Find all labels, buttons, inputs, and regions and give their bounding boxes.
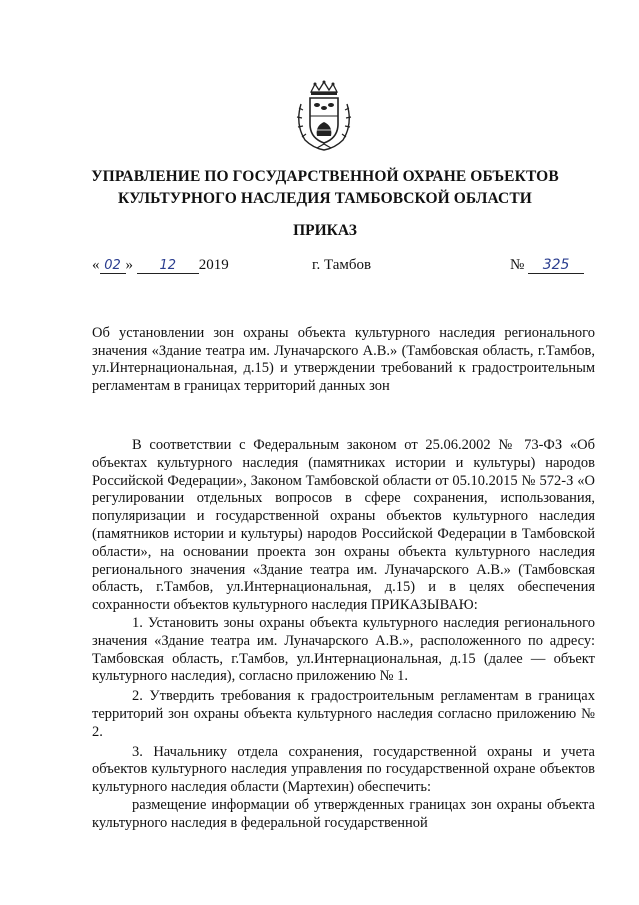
issue-city: г. Тамбов (312, 257, 372, 273)
preamble-paragraph: В соответствии с Федеральным законом от 25.06.2002 № 73-ФЗ «Об объектах культурного наследия (памятниках истории и культуры) народов Российской Федерации», Законом Тамбовской области от 05.10.2015 № 572-З «О регулировании отдельных вопросов в сфере сохранения, использования, популяризации и государственной охраны объектов культурного наследия (памятников истории и культуры) народов Российской Федерации в Тамбовской области», на основании проекта зон охраны объекта культурного наследия регионального значения «Здание театра им. Луначарского А.В.» (Тамбовская область, г.Тамбов, ул.Интернациональная, д.15) и в целях обеспечения сохранности объектов культурного наследия ПРИКАЗЫВАЮ: (92, 437, 595, 614)
order-body (92, 437, 595, 833)
date-day-handwritten: 02 (100, 258, 126, 274)
item-3-paragraph: 3. Начальнику отдела сохранения, государственной охраны и учета объектов культурного наследия управления по государственной охране объектов культурного наследия области (Мартехин) обеспечить: (92, 743, 595, 796)
document-type-title: ПРИКАЗ (293, 222, 357, 239)
date-open-quote: « (92, 257, 100, 273)
item-2-paragraph: 2. Утвердить требования к градостроительным регламентам в границах территорий зон охраны объекта культурного наследия согласно приложению № 2. (92, 688, 595, 740)
agency-name (90, 166, 560, 210)
order-number (510, 257, 584, 274)
agency-name-line2: КУЛЬТУРНОГО НАСЛЕДИЯ ТАМБОВСКОЙ ОБЛАСТИ (118, 190, 532, 207)
item-1-paragraph: 1. Установить зоны охраны объекта культурного наследия регионального значения «Здание театра им. Луначарского А.В.», расположенного по адресу: Тамбовская область, г.Тамбов, ул.Интернациональная, д.15 (далее — объект культурного наследия), согласно приложению № 1. (92, 614, 595, 685)
date-close-quote: » (125, 257, 133, 273)
document-dateline (92, 257, 587, 281)
agency-name-line1: УПРАВЛЕНИЕ ПО ГОСУДАРСТВЕННОЙ ОХРАНЕ ОБЪЕКТОВ (91, 168, 559, 185)
order-date (92, 257, 229, 274)
date-year: 2019 (198, 257, 229, 273)
date-month-handwritten: 12 (137, 258, 199, 274)
order-number-handwritten: 325 (528, 257, 584, 274)
tambov-coat-of-arms-icon (293, 80, 355, 152)
order-subject: Об установлении зон охраны объекта культурного наследия регионального значения «Здание театра им. Луначарского А.В.» (Тамбовская область, г.Тамбов, ул.Интернациональная, д.15) и утверждении требований к градостроительным регламентам в границах территорий данных зон (92, 325, 595, 394)
number-sign: № (510, 257, 525, 273)
item-3-subparagraph: размещение информации об утвержденных границах зон охраны объекта культурного наследия в федеральной государственной (92, 796, 595, 831)
